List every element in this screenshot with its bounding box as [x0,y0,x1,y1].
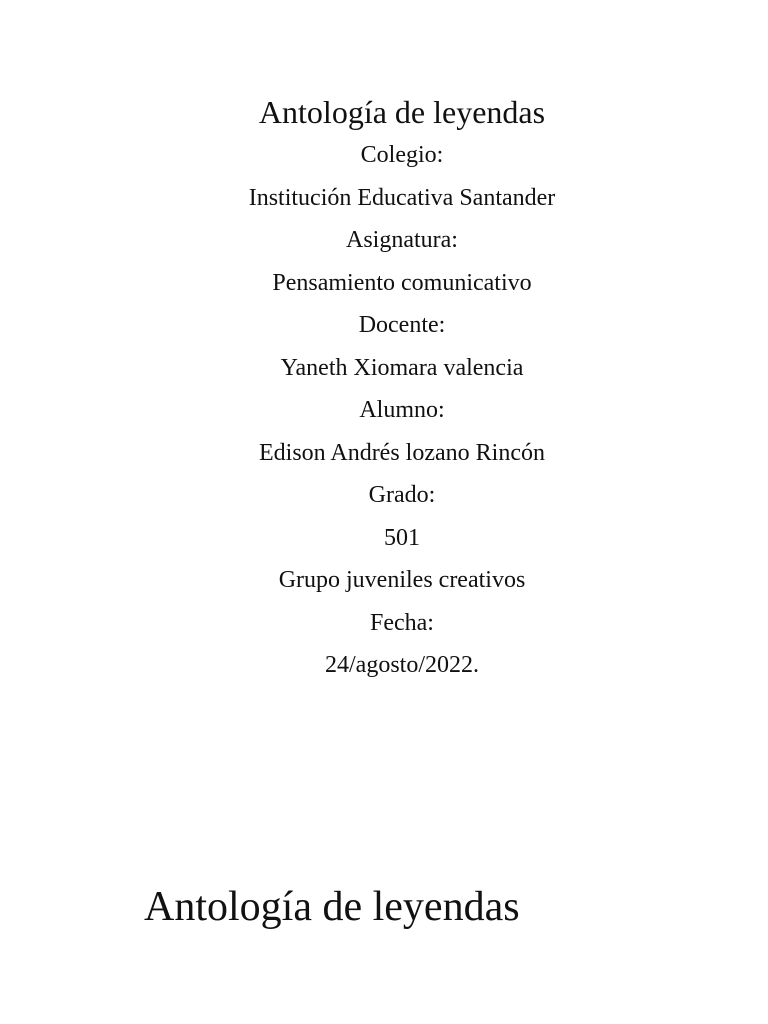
teacher-label: Docente: [358,312,446,338]
grade-value: 501 [384,524,420,551]
document-title: Antología de leyendas [258,94,546,130]
grade-label: Grado: [368,482,436,508]
date-label: Fecha: [370,609,434,636]
teacher-name: Yaneth Xiomara valencia [280,354,524,381]
student-name: Edison Andrés lozano Rincón [259,439,545,466]
school-name: Institución Educativa Santander [248,184,556,211]
section-heading: Antología de leyendas [144,884,520,930]
student-label: Alumno: [359,397,445,423]
subject-name: Pensamiento comunicativo [272,269,532,296]
subject-label: Asignatura: [346,227,458,253]
school-label: Colegio: [360,142,444,168]
date-value: 24/agosto/2022. [325,652,479,678]
cover-page [0,90,768,687]
group-name: Grupo juveniles creativos [278,567,526,593]
